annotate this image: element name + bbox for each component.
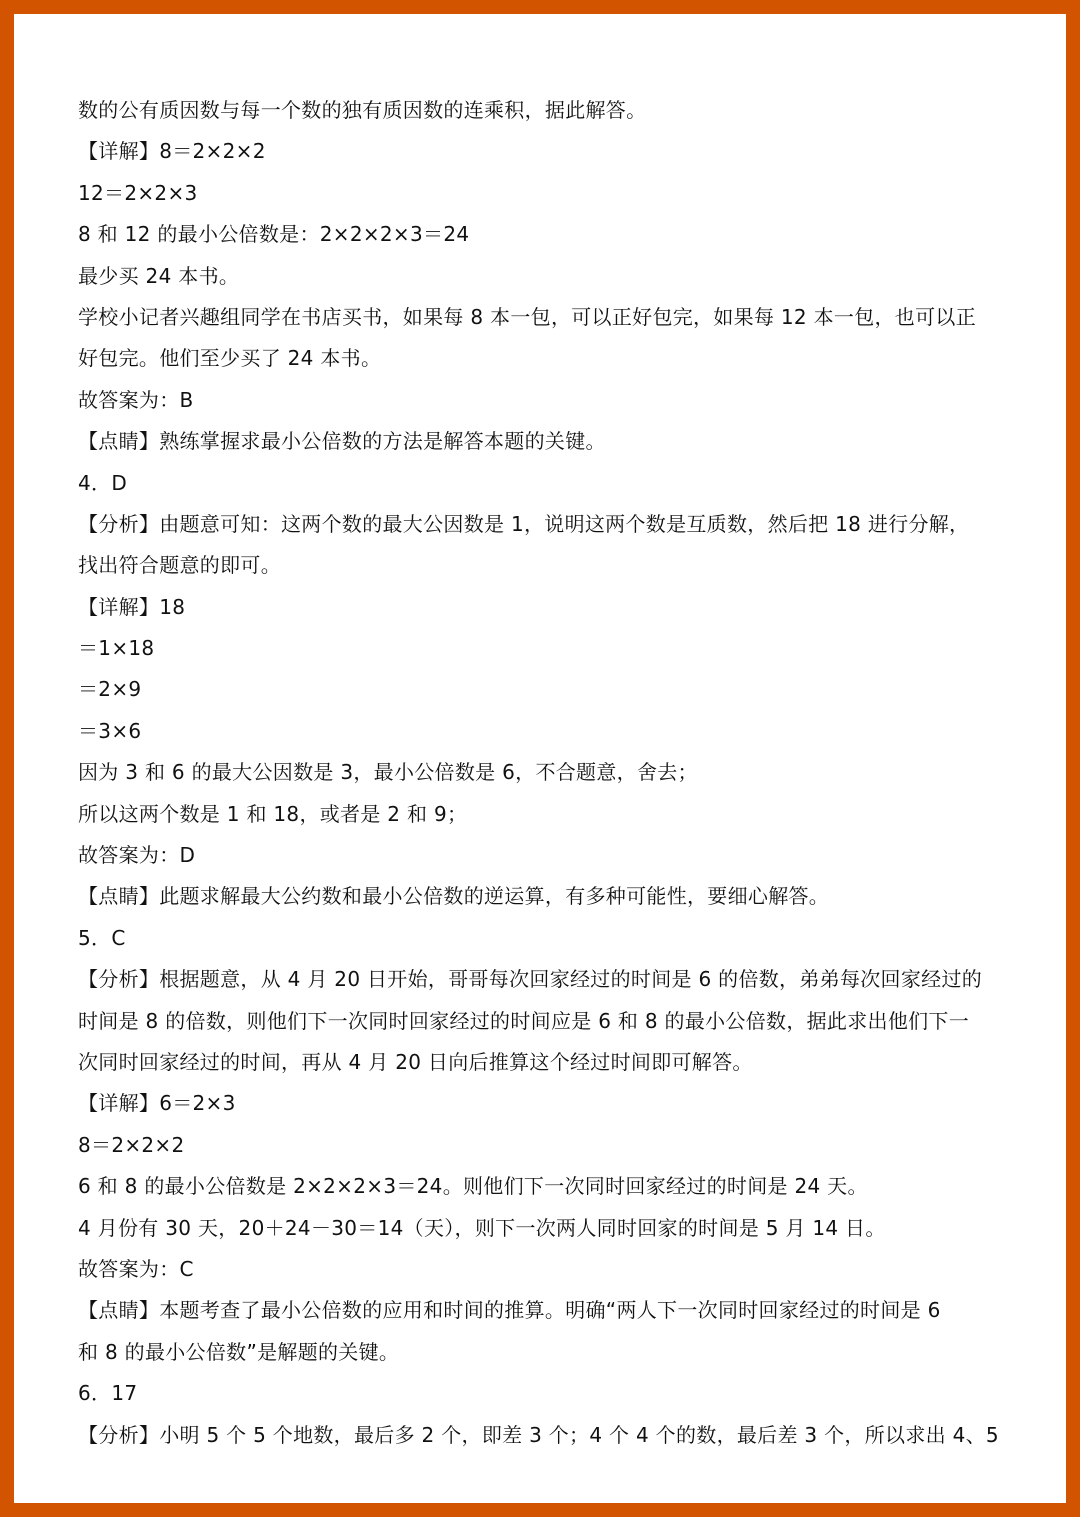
text-line: ＝3×6 bbox=[78, 718, 142, 743]
text-line: 12＝2×2×3 bbox=[78, 180, 198, 205]
text-line: 最少买 24 本书。 bbox=[78, 263, 240, 288]
text-line: ＝1×18 bbox=[78, 636, 155, 661]
text-line: 找出符合题意的即可。 bbox=[78, 553, 281, 578]
text-line: 故答案为：D bbox=[78, 843, 196, 868]
text-line: 【分析】小明 5 个 5 个地数，最后多 2 个，即差 3 个；4 个 4 个的数，最后差 3 个，所以求出 4、5 bbox=[78, 1422, 999, 1447]
text-line: 4．D bbox=[78, 470, 128, 495]
text-line: 时间是 8 的倍数，则他们下一次同时回家经过的时间应是 6 和 8 的最小公倍数，据此求出他们下一 bbox=[78, 1008, 970, 1033]
text-line: 好包完。他们至少买了 24 本书。 bbox=[78, 346, 382, 371]
text-line: 4 月份有 30 天，20＋24－30＝14（天），则下一次两人同时回家的时间是 5 月 14 日。 bbox=[78, 1215, 886, 1240]
text-line: 【分析】由题意可知：这两个数的最大公因数是 1，说明这两个数是互质数，然后把 18 进行分解， bbox=[78, 511, 970, 536]
text-line: 所以这两个数是 1 和 18，或者是 2 和 9； bbox=[78, 801, 468, 826]
text-line: 6．17 bbox=[78, 1381, 138, 1406]
text-line: ＝2×9 bbox=[78, 677, 142, 702]
document-body bbox=[78, 90, 1018, 1456]
text-line: 【详解】8＝2×2×2 bbox=[78, 139, 266, 164]
text-line: 【分析】根据题意，从 4 月 20 日开始，哥哥每次回家经过的时间是 6 的倍数，弟弟每次回家经过的 bbox=[78, 967, 983, 992]
text-line: 6 和 8 的最小公倍数是 2×2×2×3＝24。则他们下一次同时回家经过的时间是 24 天。 bbox=[78, 1174, 868, 1199]
text-line: 8 和 12 的最小公倍数是：2×2×2×3＝24 bbox=[78, 222, 470, 247]
text-line: 次同时回家经过的时间，再从 4 月 20 日向后推算这个经过时间即可解答。 bbox=[78, 1049, 753, 1074]
text-line: 故答案为：C bbox=[78, 1256, 194, 1281]
text-line: 故答案为：B bbox=[78, 387, 194, 412]
text-line: 【详解】6＝2×3 bbox=[78, 1091, 236, 1116]
text-line: 【点睛】此题求解最大公约数和最小公倍数的逆运算，有多种可能性，要细心解答。 bbox=[78, 884, 830, 909]
text-line: 因为 3 和 6 的最大公因数是 3，最小公倍数是 6，不合题意，舍去； bbox=[78, 760, 698, 785]
text-line: 【详解】18 bbox=[78, 594, 186, 619]
text-line: 【点睛】本题考查了最小公倍数的应用和时间的推算。明确“两人下一次同时回家经过的时间是 6 bbox=[78, 1298, 941, 1323]
text-line: 5．C bbox=[78, 925, 126, 950]
text-line: 【点睛】熟练掌握求最小公倍数的方法是解答本题的关键。 bbox=[78, 429, 606, 454]
text-line: 8＝2×2×2 bbox=[78, 1132, 185, 1157]
text-line: 数的公有质因数与每一个数的独有质因数的连乘积，据此解答。 bbox=[78, 98, 647, 122]
text-line: 学校小记者兴趣组同学在书店买书，如果每 8 本一包，可以正好包完，如果每 12 本一包，也可以正 bbox=[78, 304, 977, 329]
text-line: 和 8 的最小公倍数”是解题的关键。 bbox=[78, 1339, 400, 1364]
